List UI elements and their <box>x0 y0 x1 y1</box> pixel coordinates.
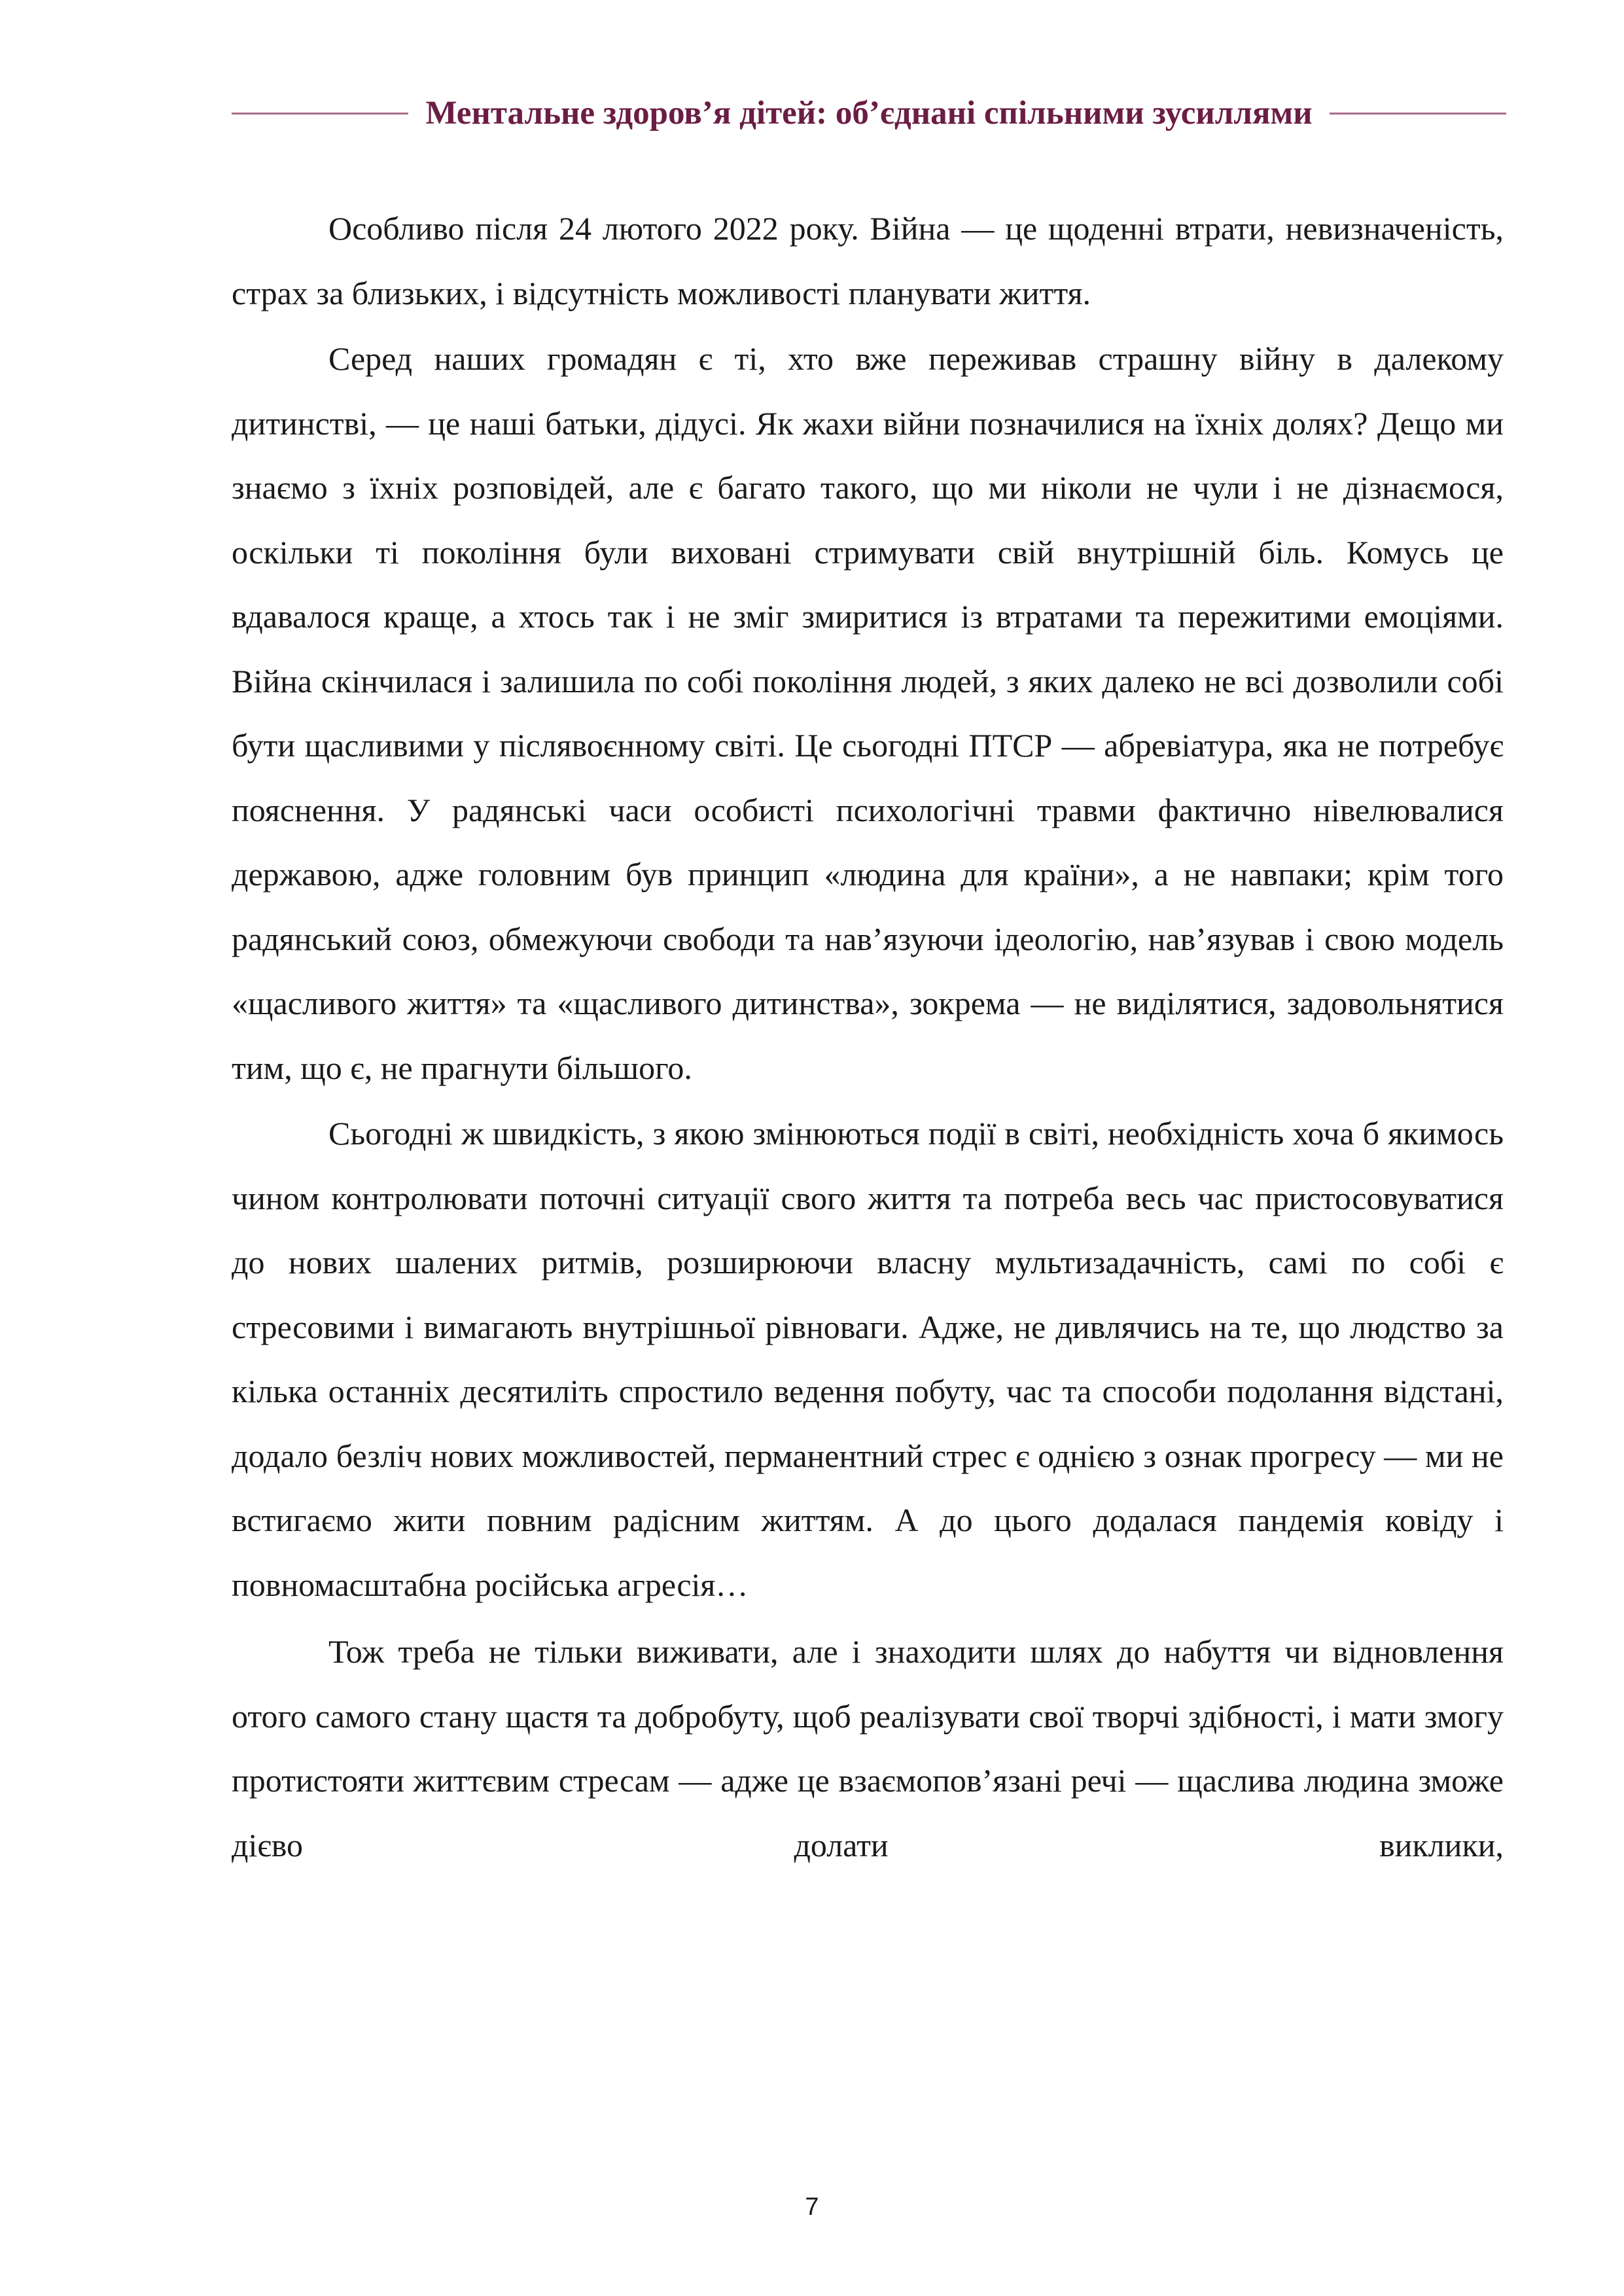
header-title: Ментальне здоров’я дітей: об’єднані спільними зусиллями <box>425 95 1313 132</box>
paragraph: Особливо після 24 лютого 2022 року. Війна — це щоденні втрати, невизначеність, страх за близьких, і відсутність можливості планувати життя. <box>232 210 1504 311</box>
paragraph: Сьогодні ж швидкість, з якою змінюються події в світі, необхідність хоча б якимось чином контролювати поточні ситуації свого життя та потреба весь час пристосовуватися до нових шалених ритмів, розширюючи власну мультизадачність, самі по собі є стресовими і вимагають внутрішньої рівноваги. Адже, не дивлячись на те, що людство за кілька останніх десятиліть спростило ведення побуту, час та способи подолання відстані, додало безліч нових можливостей, перманентний стрес є однією з ознак прогресу — ми не встигаємо жити повним радісним життям. А до цього додалася пандемія ковіду і повномасштабна російська агресія… <box>232 1115 1504 1603</box>
page-body <box>232 196 1504 1877</box>
paragraph: Тож треба не тільки виживати, але і знаходити шлях до набуття чи відновлення отого самого стану щастя та добробуту, щоб реалізувати свої творчі здібності, і мати змогу протистояти життєвим стресам — адже це взаємопов’язані речі — щаслива людина зможе дієво долати виклики, <box>232 1633 1504 1863</box>
page-number: 7 <box>805 2193 819 2221</box>
header-rule-right <box>1330 113 1506 115</box>
running-header <box>232 88 1506 138</box>
header-rule-left <box>232 113 408 115</box>
paragraph: Серед наших громадян є ті, хто вже переживав страшну війну в далекому дитинстві, — це наші батьки, дідусі. Як жахи війни позначилися на їхніх долях? Дещо ми знаємо з їхніх розповідей, але є багато такого, що ми ніколи не чули і не дізнаємося, оскільки ті покоління були виховані стримувати свій внутрішній біль. Комусь це вдавалося краще, а хтось так і не зміг змиритися із втратами та пережитими емоціями. Війна скінчилася і залишила по собі покоління людей, з яких далеко не всі дозволили собі бути щасливими у післявоєнному світі. Це сьогодні ПТСР — абревіатура, яка не потребує пояснення. У радянські часи особисті психологічні травми фактично нівелювалися державою, адже головним був принцип «людина для країни», а не навпаки; крім того радянський союз, обмежуючи свободи та нав’язуючи ідеологію, нав’язував і свою модель «щасливого життя» та «щасливого дитинства», зокрема — не виділятися, задовольнятися тим, що є, не прагнути більшого. <box>232 340 1504 1086</box>
